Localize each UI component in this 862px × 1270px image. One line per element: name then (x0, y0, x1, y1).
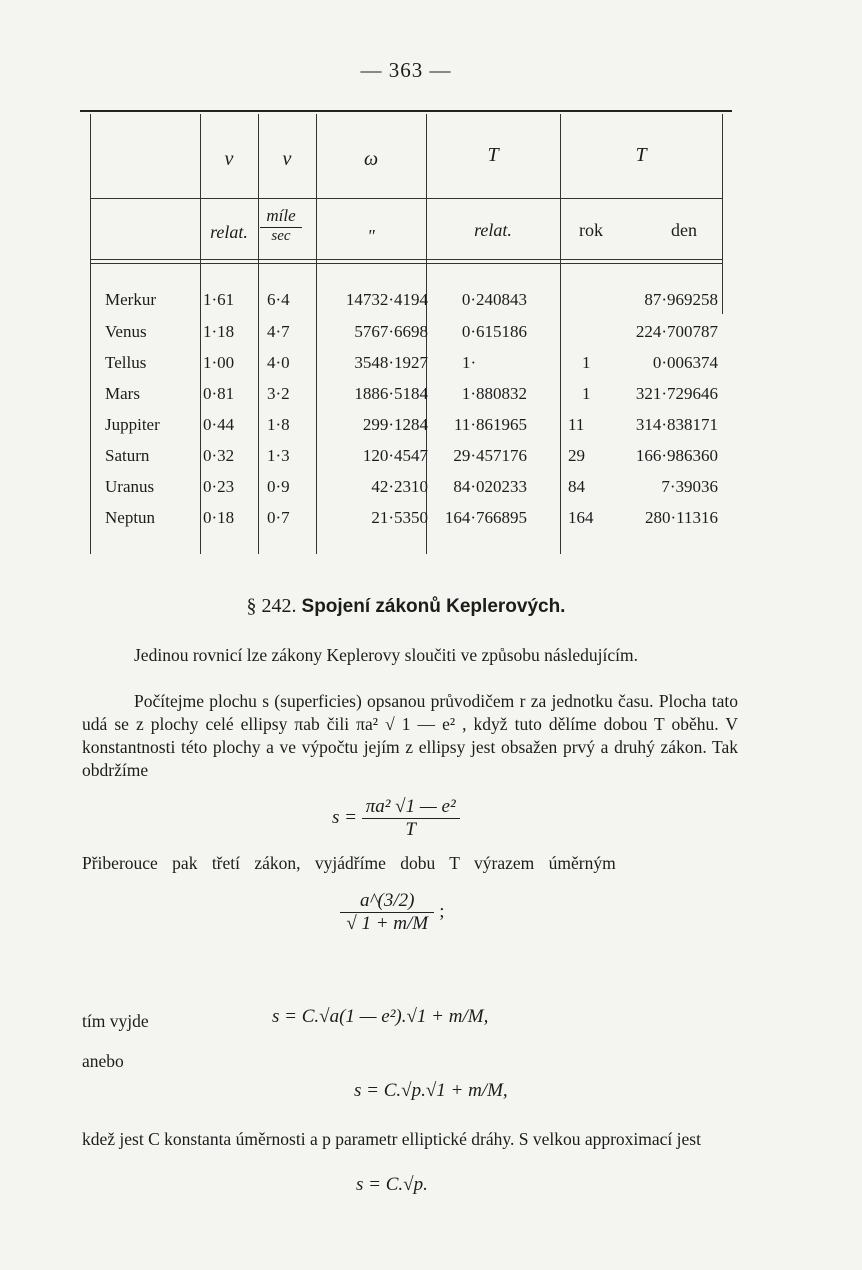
subheader-rok: rok (579, 220, 603, 240)
rok-value: 29 (568, 446, 585, 465)
subheader-T-relat: relat. (474, 220, 512, 240)
T-relat-value: 164·766895 (444, 508, 527, 527)
v-mile-value: 4·7 (267, 322, 290, 341)
den-value: 0·006374 (652, 353, 718, 372)
v-mile-value: 0·9 (267, 477, 290, 496)
formula-s-general: s = C.√a(1 — e²).√1 + m/M, (272, 1006, 489, 1027)
den-value: 280·11316 (644, 508, 718, 527)
subheader-mile-per-sec (260, 206, 302, 245)
T-relat-value: 1· (462, 353, 477, 372)
v-mile-value: 1·8 (267, 415, 290, 434)
formula-s-parameter: s = C.√p.√1 + m/M, (354, 1080, 508, 1101)
rok-value: 11 (568, 415, 585, 434)
planet-table (90, 114, 724, 554)
T-relat-value: 0·615186 (461, 322, 527, 341)
omega-value: 3548·1927 (354, 353, 428, 372)
page-number: — 363 — (360, 58, 452, 82)
omega-value: 1886·5184 (354, 384, 428, 403)
rok-value: 1 (582, 353, 591, 372)
v-relat-value: 1·00 (203, 353, 235, 372)
rok-value: 1 (582, 384, 591, 403)
T-relat-value: 0·240843 (461, 290, 527, 309)
section-heading (0, 595, 812, 618)
header-v-mile: v (282, 148, 292, 170)
planet-name: Neptun (105, 508, 156, 527)
v-relat-value: 0·81 (203, 384, 235, 403)
den-value: 224·700787 (635, 322, 718, 341)
rok-value: 84 (568, 477, 585, 496)
formula-denominator: T (405, 819, 416, 840)
omega-value: 5767·6698 (354, 322, 428, 341)
den-value: 87·969258 (644, 290, 718, 309)
formula-fraction (362, 796, 460, 841)
planet-name: Uranus (105, 477, 155, 496)
den-value: 166·986360 (635, 446, 718, 465)
table-row (90, 353, 722, 385)
sec-denominator: sec (271, 228, 291, 244)
planet-name: Venus (105, 322, 147, 341)
formula-fraction (340, 890, 434, 935)
paragraph-constant: kdež jest C konstanta úměrnosti a p parametr elliptické dráhy. S velkou approximací jest (82, 1129, 701, 1149)
planet-name: Saturn (105, 446, 150, 465)
v-mile-value: 3·2 (267, 384, 290, 403)
table-row (90, 384, 722, 416)
table-row (90, 415, 722, 447)
v-relat-value: 1·18 (203, 322, 235, 341)
v-mile-value: 0·7 (267, 508, 290, 527)
subheader-omega-seconds: " (367, 226, 375, 246)
den-value: 321·729646 (635, 384, 718, 403)
paragraph-intro: Jedinou rovnicí lze zákony Keplerovy sloučiti ve způsobu následujícím. (134, 645, 638, 665)
top-rule (80, 110, 732, 112)
v-mile-value: 4·0 (267, 353, 290, 372)
section-number: § 242. (246, 595, 297, 617)
subheader-v-relat: relat. (210, 222, 248, 242)
v-mile-value: 1·3 (267, 446, 290, 465)
formula-denominator: √ 1 + m/M (346, 913, 429, 934)
paragraph-area: Počítejme plochu s (superficies) opsanou průvodičem r za jednotku času. Plocha tato udá se z plochy celé ellipsy πab čili πa² √ 1 — e² , když tuto dělíme dobou T oběhu. V konstantnosti této plochy a ve výpočtu jejím z ellipsy jest obsažen prvý a druhý zákon. Tak obdržíme (82, 691, 738, 780)
formula-period-expression: $\frac{a\^{}(3/2)}{√ 1 + m/M}$ ; (340, 890, 444, 935)
section-title: Spojení zákonů Keplerových. (301, 596, 566, 617)
rok-value: 164 (568, 508, 594, 527)
v-relat-value: 0·44 (203, 415, 235, 434)
table-row (90, 290, 722, 322)
label-tim-vyjde: tím vyjde (82, 1011, 149, 1031)
omega-value: 14732·4194 (345, 290, 428, 309)
T-relat-value: 84·020233 (453, 477, 527, 496)
subheader-rule (90, 259, 722, 260)
omega-value: 21·5350 (371, 508, 428, 527)
T-relat-value: 11·861965 (453, 415, 527, 434)
table-border-right (722, 114, 723, 314)
subheader-den: den (671, 220, 697, 240)
subheader-rule (90, 263, 722, 264)
v-relat-value: 0·32 (203, 446, 235, 465)
omega-value: 120·4547 (362, 446, 428, 465)
v-relat-value: 0·23 (203, 477, 235, 496)
formula-s-approx: s = C.√p. (356, 1174, 428, 1195)
table-row (90, 508, 722, 540)
den-value: 7·39036 (661, 477, 718, 496)
mile-numerator: míle (260, 206, 302, 228)
omega-value: 42·2310 (371, 477, 428, 496)
formula-numerator: a^(3/2) (340, 890, 434, 913)
planet-name: Tellus (105, 353, 147, 372)
formula-area-ratio (332, 796, 460, 841)
header-v-relat: v (224, 148, 234, 170)
planet-name: Merkur (105, 290, 156, 309)
table-row (90, 446, 722, 478)
table-row (90, 477, 722, 509)
planet-name: Mars (105, 384, 140, 403)
header-T-relat: T (487, 144, 499, 166)
header-rule (90, 198, 722, 199)
v-mile-value: 6·4 (267, 290, 290, 309)
v-relat-value: 0·18 (203, 508, 235, 527)
planet-name: Juppiter (105, 415, 160, 434)
table-row (90, 322, 722, 354)
label-anebo: anebo (82, 1051, 124, 1071)
formula-lhs: s = (332, 806, 357, 828)
header-omega: ω (363, 148, 379, 170)
T-relat-value: 1·880832 (461, 384, 527, 403)
v-relat-value: 1·61 (203, 290, 235, 309)
den-value: 314·838171 (635, 415, 718, 434)
formula-numerator: πa² √1 — e² (362, 796, 460, 819)
header-T-days: T (635, 144, 647, 166)
paragraph-third-law: Přiberouce pak třetí zákon, vyjádříme dobu T výrazem úměrným (82, 853, 616, 873)
T-relat-value: 29·457176 (453, 446, 527, 465)
omega-value: 299·1284 (362, 415, 428, 434)
